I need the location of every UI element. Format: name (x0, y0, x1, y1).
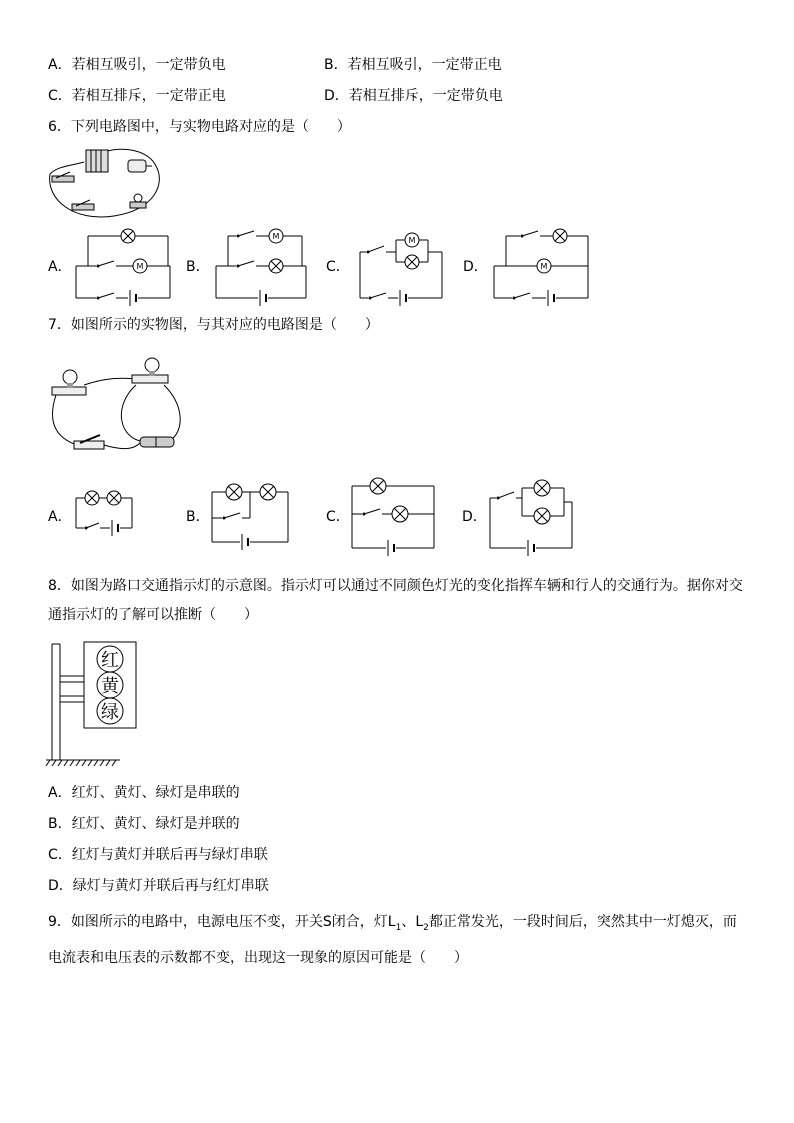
switch-icon (222, 513, 242, 522)
q6-circuit-a (72, 226, 172, 302)
ground-hatch (46, 760, 116, 766)
q8-option-d: D．绿灯与黄灯并联后再与红灯串联 (48, 878, 269, 894)
battery-icon (386, 540, 396, 556)
q7-label-a: A． (48, 509, 72, 525)
q7-label-b: B． (186, 509, 210, 525)
switch-icon (362, 509, 382, 518)
motor-icon (269, 229, 283, 243)
lamp-icon (107, 491, 121, 505)
q5-option-a: A．若相互吸引，一定带负电 (48, 57, 226, 73)
q9-stem-line2: 电流表和电压表的示数都不变，出现这一现象的原因可能是（ ） (48, 950, 468, 966)
lamp-l2-label: $L_2$ (415, 914, 429, 933)
lamp-icon (534, 508, 550, 524)
green-light-label: 绿 (101, 702, 119, 723)
motor-icon (405, 233, 419, 247)
q6-label-a: A． (48, 259, 72, 275)
q8-option-a: A．红灯、黄灯、绿灯是串联的 (48, 785, 240, 801)
q8-stem-line1: 8．如图为路口交通指示灯的示意图。指示灯可以通过不同颜色灯光的变化指挥车辆和行人的交通行为。据你对交 (48, 578, 743, 594)
q5-option-c: C．若相互排斥，一定带正电 (48, 88, 226, 104)
switch-icon (52, 172, 74, 182)
q6-stem: 6．下列电路图中，与实物电路对应的是（ ） (48, 119, 351, 135)
lamp-icon (370, 478, 386, 494)
q6-label-b: B． (186, 259, 210, 275)
battery-icon (398, 290, 408, 306)
q7-physical-circuit (44, 355, 184, 455)
q9-stem-part-a: 9．如图所示的电路中，电源电压不变，开关S闭合，灯 (48, 914, 388, 930)
switch-icon (84, 523, 100, 532)
motor-symbol: M (136, 262, 144, 271)
switch-icon (512, 293, 532, 302)
battery-pack-icon (86, 150, 108, 172)
battery-icon (546, 290, 556, 306)
bulb-icon (130, 194, 146, 208)
switch-icon (236, 231, 256, 240)
bulb-icon (132, 358, 168, 383)
yellow-light-label: 黄 (101, 676, 119, 697)
q6-circuit-b (212, 226, 312, 302)
q9-stem-line1 (48, 913, 737, 937)
q9-stem-part-b: 都正常发光，一段时间后，突然其中一灯熄灭，而 (428, 914, 737, 930)
q7-circuit-d (486, 476, 578, 556)
switch-icon (236, 261, 256, 270)
lamp-icon (226, 484, 242, 500)
q8-option-b: B．红灯、黄灯、绿灯是并联的 (48, 816, 240, 832)
traffic-light-figure (46, 640, 146, 772)
switch-icon (74, 435, 104, 449)
battery-icon (258, 290, 268, 306)
q7-label-d: D． (462, 509, 487, 525)
motor-icon (537, 259, 551, 273)
q7-circuit-b (208, 480, 294, 550)
switch-icon (96, 261, 116, 270)
lamp-l1-label: $L_1$ (387, 914, 402, 933)
q9-separator: 、 (401, 914, 416, 930)
lamp-icon (553, 229, 567, 243)
motor-icon (133, 259, 147, 273)
lamp-icon (260, 484, 276, 500)
q7-circuit-a (72, 488, 138, 536)
lamp-icon (534, 480, 550, 496)
battery-icon (240, 534, 250, 550)
q6-circuit-d (490, 226, 594, 302)
switch-icon (496, 492, 516, 502)
switch-icon (366, 246, 386, 256)
q8-stem-line2: 通指示灯的了解可以推断（ ） (48, 607, 258, 623)
lamp-icon (269, 259, 283, 273)
switch-icon (368, 293, 388, 302)
q7-stem: 7．如图所示的实物图，与其对应的电路图是（ ） (48, 317, 379, 333)
q6-physical-circuit (44, 140, 162, 222)
battery-icon (110, 520, 120, 536)
motor-symbol: M (272, 232, 280, 241)
battery-icon (526, 540, 536, 556)
q6-label-c: C． (326, 259, 350, 275)
q7-circuit-c (348, 474, 440, 556)
battery-icon (140, 437, 174, 447)
bulb-icon (52, 370, 86, 395)
motor-icon (128, 160, 152, 172)
red-light-label: 红 (101, 650, 119, 671)
lamp-icon (405, 255, 419, 269)
q6-circuit-c (356, 226, 448, 302)
battery-icon (128, 290, 138, 306)
lamp-icon (121, 229, 135, 243)
q8-option-c: C．红灯与黄灯并联后再与绿灯串联 (48, 847, 268, 863)
lamp-icon (85, 491, 99, 505)
q6-label-d: D． (463, 259, 488, 275)
motor-symbol: M (408, 236, 416, 245)
lamp-icon (392, 506, 408, 522)
switch-icon (72, 200, 94, 210)
switch-icon (520, 231, 540, 240)
motor-symbol: M (540, 262, 548, 271)
q5-option-b: B．若相互吸引，一定带正电 (324, 57, 502, 73)
q7-label-c: C． (326, 509, 350, 525)
q5-option-d: D．若相互排斥，一定带负电 (324, 88, 503, 104)
switch-icon (96, 293, 116, 302)
